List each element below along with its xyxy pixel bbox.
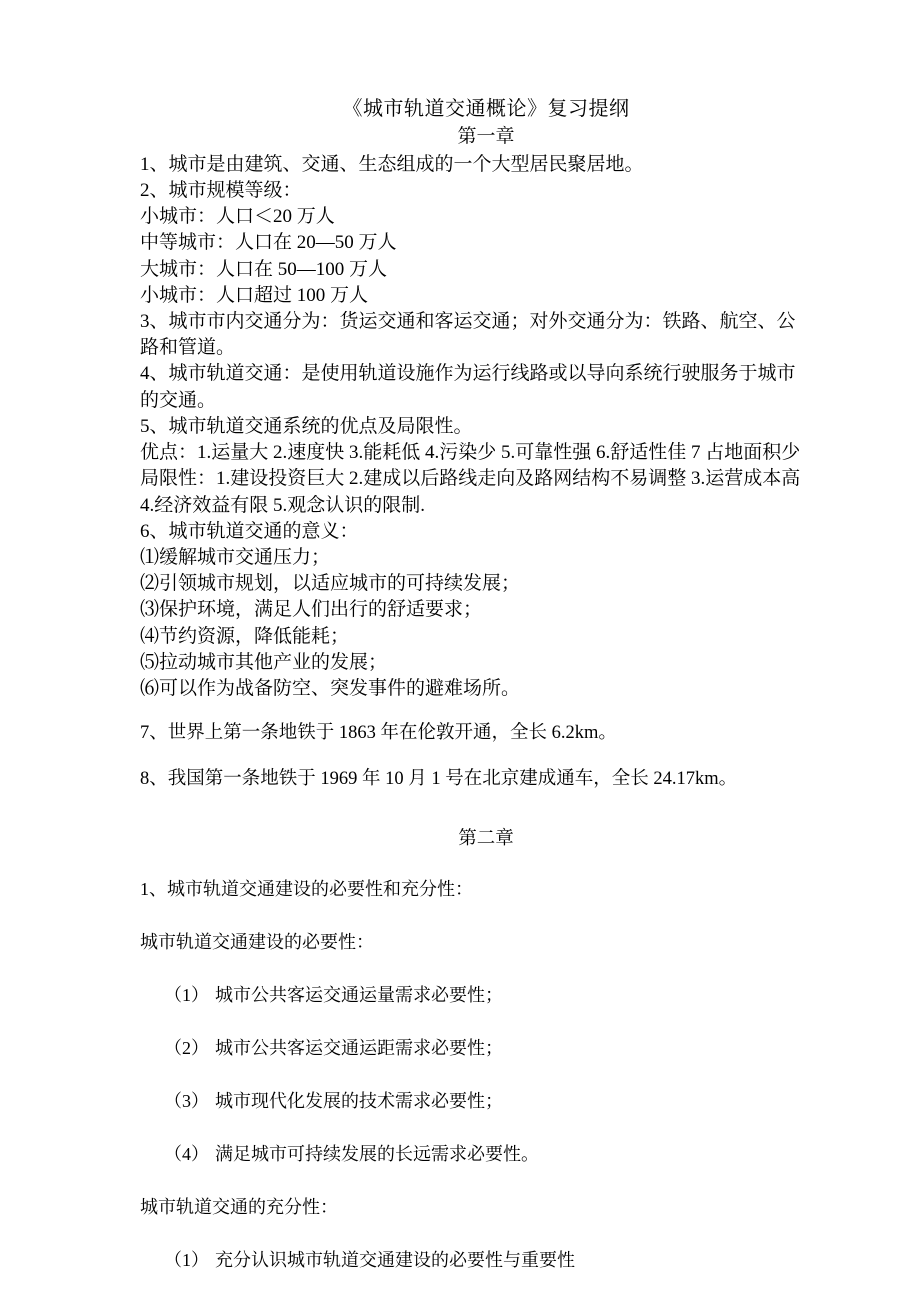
list-item xyxy=(140,1141,832,1168)
paragraph-line: 6、城市轨道交通的意义： xyxy=(140,520,359,542)
paragraph-line: 8、我国第一条地铁于 1969 年 10 月 1 号在北京建成通车，全长 24.17km。 xyxy=(140,769,738,790)
paragraph-line: 路和管道。 xyxy=(140,337,236,359)
paragraph-line: 的交通。 xyxy=(140,389,217,411)
list-item xyxy=(140,1247,832,1274)
list-item-marker: （4） xyxy=(164,1143,209,1164)
list-item-marker: （1） xyxy=(164,984,209,1005)
document-title: 《城市轨道交通概论》复习提纲 xyxy=(342,98,630,120)
list-item-label: 城市现代化发展的技术需求必要性； xyxy=(215,1090,503,1111)
paragraph-line: ⑵引领城市规划，以适应城市的可持续发展； xyxy=(140,573,521,595)
paragraph-line: 4.经济效益有限 5.观念认识的限制. xyxy=(140,494,426,516)
paragraph-line: ⑴缓解城市交通压力； xyxy=(140,546,331,568)
paragraph-line: 7、世界上第一条地铁于 1863 年在伦敦开通，全长 6.2km。 xyxy=(140,723,617,744)
list-item xyxy=(140,1088,832,1115)
paragraph-line: ⑸拉动城市其他产业的发展； xyxy=(140,651,388,673)
paragraph-line: 局限性：1.建设投资巨大 2.建成以后路线走向及路网结构不易调整 3.运营成本高 xyxy=(140,468,801,490)
list-item xyxy=(140,1035,832,1062)
list-item-label: 城市公共客运交通运量需求必要性； xyxy=(215,984,503,1005)
list-item-marker: （2） xyxy=(164,1037,209,1058)
paragraph-line: 城市轨道交通的充分性： xyxy=(140,1196,338,1217)
paragraph-line: 4、城市轨道交通：是使用轨道设施作为运行线路或以导向系统行驶服务于城市 xyxy=(140,363,796,385)
paragraph-line: 城市轨道交通建设的必要性： xyxy=(140,931,374,952)
paragraph-line: 3、城市市内交通分为：货运交通和客运交通；对外交通分为：铁路、航空、公 xyxy=(140,311,796,332)
list-item-marker: （3） xyxy=(164,1090,209,1111)
paragraph-line: 小城市：人口＜20 万人 xyxy=(140,206,335,228)
paragraph-line: ⑶保护环境，满足人们出行的舒适要求； xyxy=(140,599,483,621)
paragraph-line: 中等城市：人口在 20—50 万人 xyxy=(140,232,397,254)
paragraph-line: 5、城市轨道交通系统的优点及局限性。 xyxy=(140,415,473,437)
paragraph-line: ⑹可以作为战备防空、突发事件的避难场所。 xyxy=(140,678,521,700)
paragraph-line: ⑷节约资源，降低能耗； xyxy=(140,625,350,647)
list-item-label: 充分认识城市轨道交通建设的必要性与重要性 xyxy=(215,1249,575,1270)
paragraph-line: 1、城市轨道交通建设的必要性和充分性： xyxy=(140,878,473,899)
paragraph-line: 大城市：人口在 50—100 万人 xyxy=(140,258,388,280)
paragraph-line: 1、城市是由建筑、交通、生态组成的一个大型居民聚居地。 xyxy=(140,153,644,175)
list-item-label: 城市公共客运交通运距需求必要性； xyxy=(215,1037,503,1058)
chapter-2-heading: 第二章 xyxy=(458,828,514,849)
list-item-marker: （1） xyxy=(164,1249,209,1270)
list-item-label: 满足城市可持续发展的长远需求必要性。 xyxy=(215,1143,539,1164)
paragraph-line: 2、城市规模等级： xyxy=(140,179,302,201)
paragraph-line: 优点：1.运量大 2.速度快 3.能耗低 4.污染少 5.可靠性强 6.舒适性佳 7 占地面积少 xyxy=(140,442,801,464)
chapter-1-heading: 第一章 xyxy=(457,126,515,147)
list-item xyxy=(140,982,832,1009)
paragraph-line: 小城市：人口超过 100 万人 xyxy=(140,284,369,306)
chapter-1-body xyxy=(140,152,832,703)
